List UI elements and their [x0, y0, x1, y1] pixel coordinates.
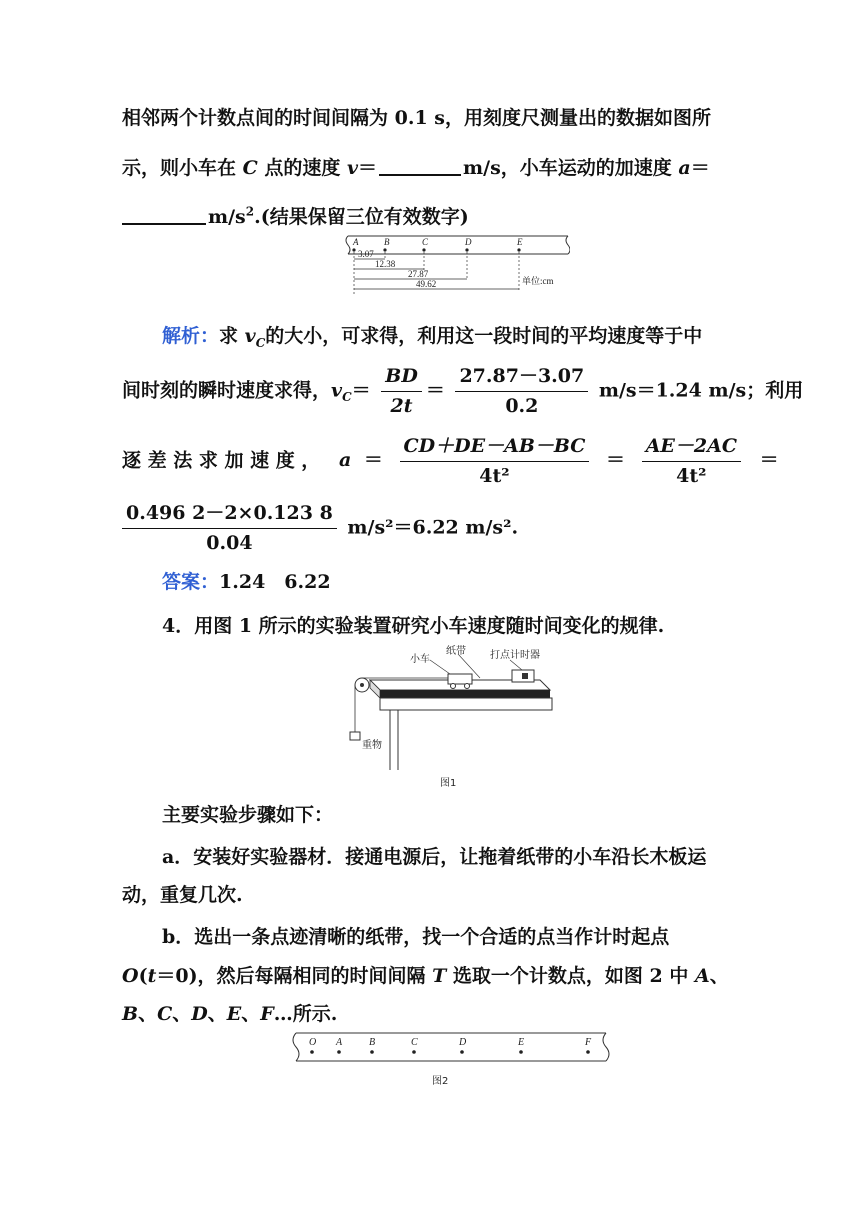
solution-label: 解析： [162, 325, 220, 347]
solution-line3 [122, 436, 779, 487]
text: ＝ [363, 449, 383, 472]
tape-label: 纸带 [446, 646, 466, 657]
text: 求 [219, 325, 245, 347]
text: B [122, 1003, 139, 1025]
text: ( [138, 965, 148, 987]
text: 、 [172, 1003, 192, 1025]
text: m/s [208, 206, 246, 228]
text: T [432, 965, 447, 987]
solution-line1 [162, 321, 702, 350]
numerator: BD [381, 366, 422, 392]
tape2-point-label: A [336, 1037, 343, 1048]
text: 、 [241, 1003, 261, 1025]
tape-dim-label: 27.87 [408, 269, 429, 279]
tape-unit-label: 单位:cm [522, 276, 554, 286]
text: 、 [207, 1003, 227, 1025]
tape2-point-label: D [459, 1037, 467, 1048]
fraction-bd-2t [381, 366, 422, 417]
car-label: 小车 [410, 654, 430, 665]
text: 的大小，可求得，利用这一段时间的平均速度等于中 [265, 325, 703, 347]
text: D [191, 1003, 208, 1025]
text: ＝ [425, 379, 445, 402]
text: a [678, 157, 691, 179]
step-b-line3 [122, 999, 337, 1026]
answer-blank-velocity[interactable] [379, 156, 461, 176]
text: v [346, 157, 359, 179]
numerator: AE－2AC [642, 436, 741, 462]
text: 4．用图 1 所示的实验装置研究小车速度随时间变化的规律. [162, 615, 665, 637]
text: C [157, 1003, 173, 1025]
answer-label: 答案： [162, 571, 220, 593]
text: m/s，小车运动的加速度 [463, 157, 679, 179]
text: 相邻两个计数点间的时间间隔为 0.1 s，用刻度尺测量出的数据如图所 [122, 107, 711, 129]
text: m/s²＝6.22 m/s². [340, 516, 519, 539]
tape-dot [352, 248, 355, 251]
answer-value: 1.24 6.22 [219, 571, 331, 593]
denominator: 0.2 [505, 394, 539, 417]
text: a．安装好实验器材．接通电源后，让拖着纸带的小车沿长木板运 [162, 846, 707, 868]
tape2-point-label: C [411, 1037, 418, 1048]
text: 主要实验步骤如下： [162, 804, 334, 826]
tape-dim-label: 12.38 [375, 259, 396, 269]
tape2-point-label: B [369, 1037, 376, 1048]
denominator: 4t² [479, 464, 510, 487]
fraction-value [455, 366, 588, 417]
text: ＝0)，然后每隔相同的时间间隔 [156, 965, 433, 987]
figure1-caption: 图1 [440, 778, 457, 789]
text: 间时刻的瞬时速度求得， [122, 379, 332, 402]
text: O [122, 965, 139, 987]
tape-point-label: C [422, 237, 429, 247]
tape2-dot [460, 1050, 464, 1054]
tape2-dot [519, 1050, 523, 1054]
text: ＝ [358, 157, 378, 179]
figure2-caption: 图2 [432, 1076, 449, 1087]
numerator: 27.87－3.07 [455, 366, 588, 392]
tape2-point-label: E [518, 1037, 525, 1048]
step-b-line2 [122, 961, 729, 988]
text: C [342, 390, 352, 405]
text: 逐 差 法 求 加 速 度 ， [122, 449, 321, 472]
text: 、 [709, 965, 729, 987]
text: t [147, 965, 157, 987]
solution-line4 [122, 503, 518, 554]
tape2-dot [310, 1050, 314, 1054]
denominator: 4t² [676, 464, 707, 487]
text: b．选出一条点迹清晰的纸带，找一个合适的点当作计时起点 [162, 926, 670, 948]
tape-dot [422, 248, 425, 251]
text: ＝ [351, 379, 371, 402]
problem3-line2 [122, 153, 710, 180]
text: ＝ [606, 449, 626, 472]
fraction-ae-ac [642, 436, 741, 487]
steps-title [162, 800, 333, 827]
timer-label: 打点计时器 [490, 650, 540, 661]
tape-dot [465, 248, 468, 251]
numerator: 0.496 2－2×0.123 8 [122, 503, 337, 529]
tape2-dot [337, 1050, 341, 1054]
step-a-line2 [122, 880, 243, 907]
tape-dim-label: 3.07 [358, 249, 374, 259]
text: 、 [138, 1003, 158, 1025]
problem4-question [162, 611, 664, 638]
tape-point-label: B [384, 237, 390, 247]
text: a [338, 449, 352, 472]
text: ＝ [690, 157, 710, 179]
tape-dim-label: 49.62 [416, 279, 437, 289]
solution-line2 [122, 366, 803, 417]
text: F [260, 1003, 274, 1025]
tape-dot [517, 248, 520, 251]
tape-figure [340, 234, 570, 298]
problem3-line3 [122, 202, 469, 229]
tape2-dot [586, 1050, 590, 1054]
text: ＝ [759, 449, 779, 472]
tape-figure-2 [288, 1030, 614, 1064]
tape-dot [383, 248, 386, 251]
denominator: 2t [390, 394, 413, 417]
tape-point-label: A [353, 237, 359, 247]
text: A [695, 965, 710, 987]
text: 动，重复几次. [122, 884, 243, 906]
tape2-point-label: F [585, 1037, 592, 1048]
problem3-line1 [122, 103, 711, 130]
text: m/s＝1.24 m/s；利用 [592, 379, 804, 402]
text: 2 [245, 204, 255, 219]
text: 点的速度 [257, 157, 347, 179]
tape2-point-label: O [309, 1037, 317, 1048]
tape2-dot [370, 1050, 374, 1054]
fraction-difference [400, 436, 590, 487]
text: C [242, 157, 258, 179]
text: 选取一个计数点，如图 2 中 [446, 965, 695, 987]
step-a-line1 [162, 842, 706, 869]
tape2-dot [412, 1050, 416, 1054]
answer-line [162, 567, 331, 594]
denominator: 0.04 [206, 531, 253, 554]
text: v [244, 325, 256, 347]
text: v [331, 379, 343, 402]
text: E [226, 1003, 242, 1025]
text: C [255, 335, 266, 350]
apparatus-figure [340, 640, 560, 790]
numerator: CD＋DE－AB－BC [400, 436, 590, 462]
tape-point-label: D [465, 237, 472, 247]
fraction-numeric [122, 503, 337, 554]
answer-blank-acceleration[interactable] [122, 205, 206, 225]
text: 示，则小车在 [122, 157, 243, 179]
tape-point-label: E [517, 237, 523, 247]
weight-label: 重物 [362, 740, 382, 751]
step-b-line1 [162, 922, 669, 949]
text: …所示. [273, 1003, 338, 1025]
text: .(结果保留三位有效数字) [254, 206, 469, 228]
